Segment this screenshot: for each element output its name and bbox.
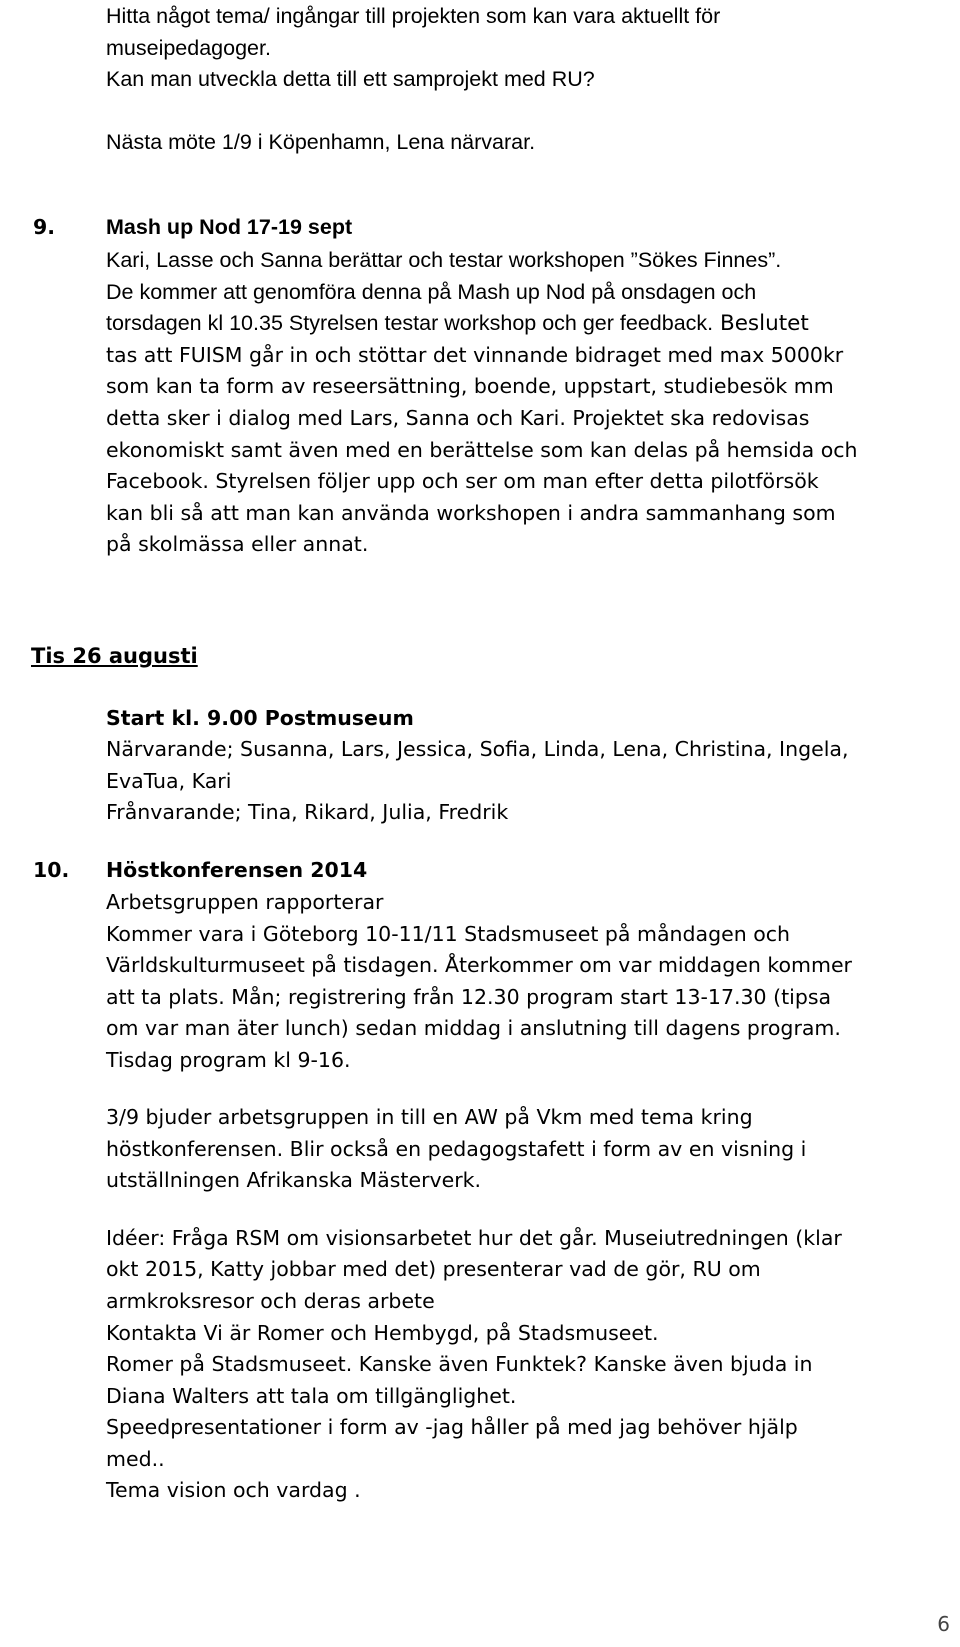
absent-line: Frånvarande; Tina, Rikard, Julia, Fredrik bbox=[106, 800, 509, 824]
meeting-date-heading: Tis 26 augusti bbox=[31, 644, 198, 668]
attendees-line: EvaTua, Kari bbox=[106, 769, 232, 793]
body-line: De kommer att genomföra denna på Mash up Nod på onsdagen och bbox=[106, 280, 757, 304]
body-line: Diana Walters att tala om tillgänglighet. bbox=[106, 1384, 517, 1408]
body-line: Tisdag program kl 9-16. bbox=[106, 1048, 351, 1072]
body-line: Världskulturmuseet på tisdagen. Återkommer om var middagen kommer bbox=[106, 953, 852, 977]
body-text-segment: torsdagen kl 10.35 Styrelsen testar workshop och ger feedback. bbox=[106, 311, 714, 335]
body-line: Kontakta Vi är Romer och Hembygd, på Stadsmuseet. bbox=[106, 1321, 659, 1345]
item-number: 10. bbox=[33, 858, 70, 882]
body-line: 3/9 bjuder arbetsgruppen in till en AW på Vkm med tema kring bbox=[106, 1105, 753, 1129]
item-number: 9. bbox=[33, 215, 56, 239]
attendees-line: Närvarande; Susanna, Lars, Jessica, Sofia, Linda, Lena, Christina, Ingela, bbox=[106, 737, 849, 761]
body-line: med.. bbox=[106, 1447, 165, 1471]
body-line: Facebook. Styrelsen följer upp och ser om man efter detta pilotförsök bbox=[106, 469, 819, 493]
body-text-segment: Beslutet bbox=[713, 311, 809, 336]
intro-line: Hitta något tema/ ingångar till projekten som kan vara aktuellt för bbox=[106, 4, 721, 28]
body-line: om var man äter lunch) sedan middag i anslutning till dagens program. bbox=[106, 1016, 841, 1040]
body-line: höstkonferensen. Blir också en pedagogstafett i form av en visning i bbox=[106, 1137, 807, 1161]
page-number: 6 bbox=[937, 1612, 950, 1636]
body-line: tas att FUISM går in och stöttar det vinnande bidraget med max 5000kr bbox=[106, 343, 844, 367]
item-title: Höstkonferensen 2014 bbox=[106, 858, 368, 882]
body-line: Romer på Stadsmuseet. Kanske även Funktek? Kanske även bjuda in bbox=[106, 1352, 813, 1376]
body-line: Arbetsgruppen rapporterar bbox=[106, 890, 384, 914]
item-title: Mash up Nod 17-19 sept bbox=[106, 215, 353, 239]
body-line: utställningen Afrikanska Mästerverk. bbox=[106, 1168, 482, 1192]
body-line: Kommer vara i Göteborg 10-11/11 Stadsmuseet på måndagen och bbox=[106, 922, 791, 946]
body-line: Idéer: Fråga RSM om visionsarbetet hur det går. Museiutredningen (klar bbox=[106, 1226, 842, 1250]
body-line: att ta plats. Mån; registrering från 12.30 program start 13-17.30 (tipsa bbox=[106, 985, 832, 1009]
body-line bbox=[106, 311, 809, 336]
intro-line: Nästa möte 1/9 i Köpenhamn, Lena närvarar. bbox=[106, 130, 536, 154]
body-line: Speedpresentationer i form av -jag håller på med jag behöver hjälp bbox=[106, 1415, 798, 1439]
body-line: på skolmässa eller annat. bbox=[106, 532, 369, 556]
body-line: ekonomiskt samt även med en berättelse som kan delas på hemsida och bbox=[106, 438, 858, 462]
intro-line: museipedagoger. bbox=[106, 36, 271, 60]
body-line: okt 2015, Katty jobbar med det) presenterar vad de gör, RU om bbox=[106, 1257, 761, 1281]
meeting-start: Start kl. 9.00 Postmuseum bbox=[106, 706, 414, 730]
intro-line: Kan man utveckla detta till ett samprojekt med RU? bbox=[106, 67, 595, 91]
body-line: Kari, Lasse och Sanna berättar och testar workshopen ”Sökes Finnes”. bbox=[106, 248, 782, 272]
body-line: armkroksresor och deras arbete bbox=[106, 1289, 435, 1313]
body-line: kan bli så att man kan använda workshopen i andra sammanhang som bbox=[106, 501, 836, 525]
body-line: detta sker i dialog med Lars, Sanna och Kari. Projektet ska redovisas bbox=[106, 406, 810, 430]
body-line: Tema vision och vardag . bbox=[106, 1478, 361, 1502]
body-line: som kan ta form av reseersättning, boende, uppstart, studiebesök mm bbox=[106, 374, 834, 398]
